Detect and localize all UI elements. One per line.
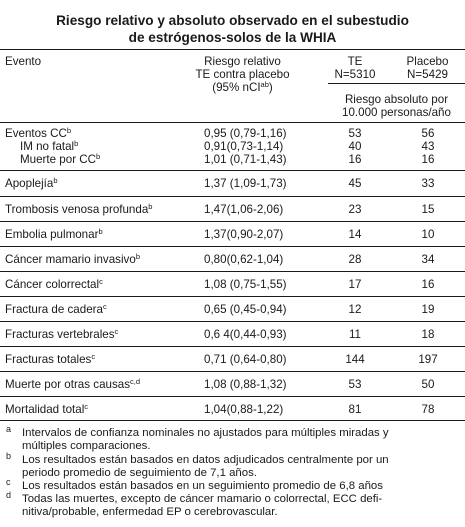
- header-evento: Evento: [5, 55, 42, 68]
- row-evento: Apoplejía$^b$: [5, 176, 58, 190]
- header-placebo-name: Placebo: [406, 55, 449, 68]
- row-placebo: 15: [421, 203, 435, 216]
- footnote-letter: d: [6, 490, 12, 500]
- row-evento: Fracturas vertebrales$^c$: [5, 327, 119, 341]
- row-te: 53: [348, 127, 362, 140]
- header-rr-superscript: ab: [260, 80, 269, 89]
- row-evento: Mortalidad total$^c$: [5, 402, 89, 416]
- header-absolute-line-2: 10.000 personas/año: [342, 106, 451, 119]
- row-evento: Fractura de cadera$^c$: [5, 302, 107, 316]
- row-divider: [0, 246, 465, 247]
- row-divider: [0, 170, 465, 171]
- row-placebo: 50: [421, 378, 435, 391]
- footnote-b: Los resultados están basados en datos adjudicados centralmente por un periodo promedio de seguimiento de 7,1 años.: [22, 454, 389, 479]
- row-divider: [0, 396, 465, 397]
- header-placebo-n: N=5429: [407, 68, 448, 81]
- table-title-line-2: de estrógenos-solos de la WHIA: [128, 30, 337, 45]
- row-divider: [0, 221, 465, 222]
- row-rr: 0,65 (0,45-0,94): [204, 303, 287, 316]
- header-rr-line-3: (95% nCI$^{ab}$): [212, 80, 273, 94]
- row-te: 16: [348, 153, 362, 166]
- row-divider: [0, 296, 465, 297]
- row-te: 45: [348, 177, 362, 190]
- header-rr-line-1: Riesgo relativo: [204, 55, 281, 68]
- footnote-letter: b: [6, 451, 12, 461]
- row-evento: Muerte por $CC^b$: [20, 152, 101, 166]
- row-placebo: 19: [421, 303, 435, 316]
- row-divider: [0, 196, 465, 197]
- row-te: 17: [348, 278, 362, 291]
- row-evento: Cáncer mamario invasivo$^b$: [5, 252, 140, 266]
- row-rr: 1,08 (0,75-1,55): [204, 278, 287, 291]
- row-divider: [0, 346, 465, 347]
- row-rr: 0,91(0,73-1,14): [204, 140, 284, 153]
- row-te: 14: [348, 228, 362, 241]
- footnote-letter: c: [6, 477, 11, 487]
- row-evento: Eventos $CC^b$: [5, 126, 72, 140]
- row-rr: 0,71 (0,64-0,80): [204, 353, 287, 366]
- header-rr-line-2: TE contra placebo: [195, 68, 290, 81]
- table-bottom-rule: [0, 420, 465, 421]
- row-placebo: 10: [421, 228, 435, 241]
- row-divider: [0, 321, 465, 322]
- row-placebo: 34: [421, 253, 435, 266]
- row-placebo: 197: [418, 353, 438, 366]
- header-te-n: N=5310: [334, 68, 376, 81]
- row-rr: 0,6 4(0,44-0,93): [204, 328, 287, 341]
- row-rr: 1,01 (0,71-1,43): [204, 153, 287, 166]
- row-placebo: 16: [421, 278, 435, 291]
- row-rr: 0,95 (0,79-1,16): [204, 127, 287, 140]
- row-te: 12: [348, 303, 362, 316]
- row-rr: 1,08 (0,88-1,32): [204, 378, 287, 391]
- row-evento: IM no fatal$^b$: [20, 139, 79, 153]
- row-divider: [0, 271, 465, 272]
- header-te-name: TE: [347, 55, 363, 68]
- row-rr: 0,80(0,62-1,04): [204, 253, 284, 266]
- row-divider: [0, 371, 465, 372]
- row-rr: 1,47(1,06-2,06): [204, 203, 284, 216]
- row-rr: 1,04(0,88-1,22): [204, 403, 284, 416]
- row-evento: Muerte por otras causas$^{c,d}$: [5, 377, 141, 391]
- header-bottom-rule: [0, 122, 465, 123]
- row-te: 40: [348, 140, 362, 153]
- row-evento: Fracturas totales$^c$: [5, 352, 96, 366]
- row-rr: 1,37 (1,09-1,73): [204, 177, 287, 190]
- footnote-letter: a: [6, 424, 12, 434]
- row-te: 53: [348, 378, 362, 391]
- footnote-c: Los resultados están basados en un seguimiento promedio de 6,8 años: [22, 480, 383, 492]
- row-te: 81: [348, 403, 362, 416]
- row-placebo: 33: [421, 177, 435, 190]
- row-te: 23: [348, 203, 362, 216]
- top-rule: [0, 49, 465, 50]
- footnote-d: Todas las muertes, excepto de cáncer mamario o colorrectal, ECC defi- nitiva/probable, enfermedad EP o cerebrovascular.: [22, 493, 383, 518]
- row-placebo: 16: [421, 153, 435, 166]
- row-placebo: 56: [421, 127, 435, 140]
- row-te: 144: [345, 353, 365, 366]
- row-te: 11: [348, 328, 362, 341]
- row-evento: Cáncer colorrectal$^c$: [5, 277, 103, 291]
- row-te: 28: [348, 253, 362, 266]
- row-placebo: 43: [421, 140, 435, 153]
- header-sub-rule: [328, 83, 465, 84]
- row-evento: Embolia pulmonar$^b$: [5, 227, 103, 241]
- header-absolute-line-1: Riesgo absoluto por: [344, 93, 449, 106]
- footnote-a: Intervalos de confianza nominales no ajustados para múltiples miradas y múltiples comparaciones.: [22, 427, 389, 452]
- row-placebo: 18: [421, 328, 435, 341]
- table-title-line-1: Riesgo relativo y absoluto observado en el subestudio: [56, 13, 409, 28]
- row-evento: Trombosis venosa profunda$^b$: [5, 202, 153, 216]
- row-placebo: 78: [421, 403, 435, 416]
- row-rr: 1,37(0,90-2,07): [204, 228, 284, 241]
